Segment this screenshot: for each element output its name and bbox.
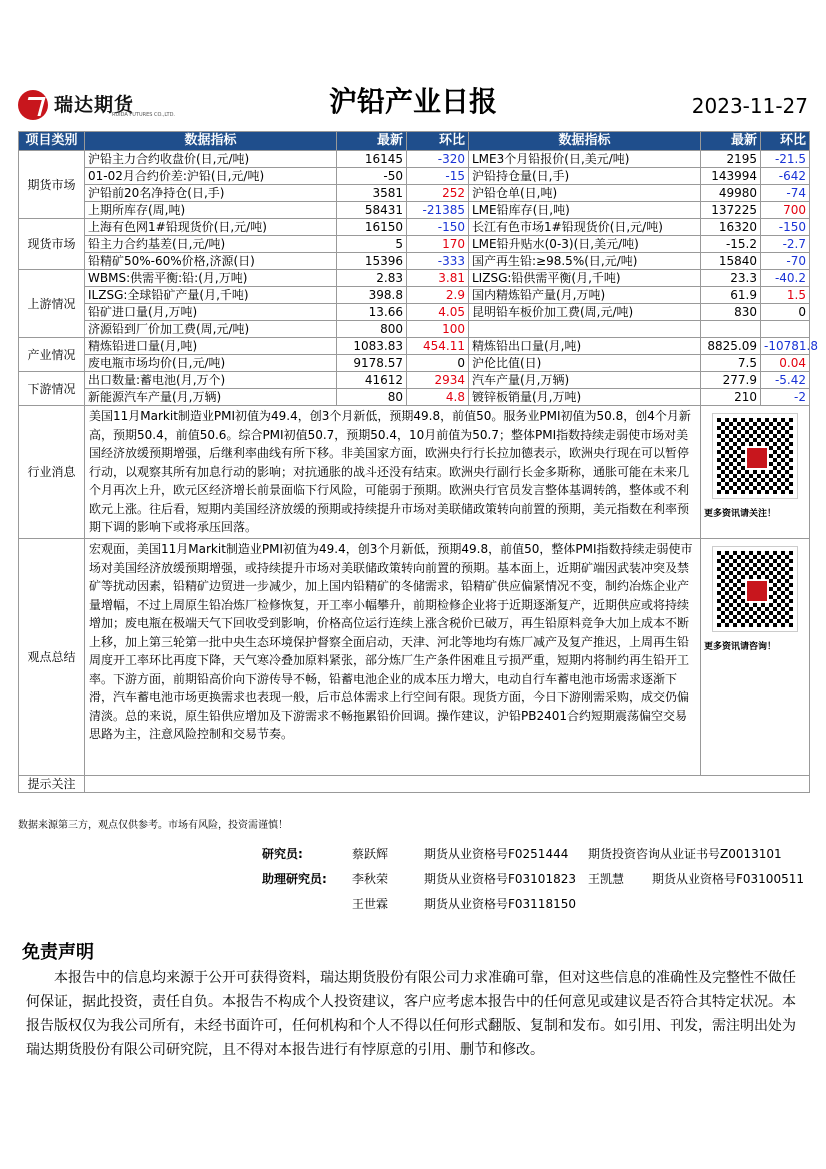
indicator-cell: 济源铅到厂价加工费(周,元/吨): [85, 321, 337, 338]
value-cell: 277.9: [701, 372, 761, 389]
value-cell: 23.3: [701, 270, 761, 287]
value-cell: -15.2: [701, 236, 761, 253]
indicator-cell: LME铅升贴水(0-3)(日,美元/吨): [469, 236, 701, 253]
assistant-name-2: 王凯慧: [588, 872, 625, 886]
column-header: 最新: [701, 132, 761, 151]
value-cell: 41612: [337, 372, 407, 389]
qr-cell: [701, 406, 810, 539]
company-name: 瑞达期货: [54, 94, 135, 116]
column-header: 项目类别: [19, 132, 85, 151]
indicator-cell: WBMS:供需平衡:铅:(月,万吨): [85, 270, 337, 287]
change-cell: -40.2: [761, 270, 810, 287]
indicator-cell: 01-02月合约价差:沪铅(日,元/吨): [85, 168, 337, 185]
change-cell: -10781.8: [761, 338, 810, 355]
table-header-row: [19, 132, 810, 151]
table-row: [19, 389, 810, 406]
value-cell: 1083.83: [337, 338, 407, 355]
change-cell: 252: [407, 185, 469, 202]
change-cell: -2.7: [761, 236, 810, 253]
change-cell: -74: [761, 185, 810, 202]
category-cell: 现货市场: [19, 219, 85, 270]
change-cell: -21385: [407, 202, 469, 219]
change-cell: 4.8: [407, 389, 469, 406]
value-cell: 61.9: [701, 287, 761, 304]
table-row: [19, 253, 810, 270]
indicator-cell: 出口数量:蓄电池(月,万个): [85, 372, 337, 389]
value-cell: 830: [701, 304, 761, 321]
report-date: 2023-11-27: [691, 94, 808, 118]
change-cell: -15: [407, 168, 469, 185]
change-cell: -21.5: [761, 151, 810, 168]
view-text: 宏观面，美国11月Markit制造业PMI初值为49.4，创3个月新低，预期49.8，前值50，整体PMI指数持续走弱使市场对美国经济放缓预期增强，或持续提升市场对美联储政策转向前置的预期。基本面上，近期矿端因武装冲突及禁矿等扰动因素，铅精矿边贸进一步减少，加上国内铅精矿的冬储需求，铅精矿供应偏紧情况不变，制约冶炼企业产量增幅，不过上周原生铅冶炼厂检修恢复，开工率小幅攀升，前期检修企业将于近期逐渐复产，近期供应或将持续增加；废电瓶在极端天气下回收受到影响，价格高位运行连续上涨含税价已破万，再生铅原料竞争大加上成本不断上移，加上第三轮第一批中央生态环境保护督察全面启动，天津、河北等地均有炼厂减产及复产推迟，上周再生铅周度开工率环比再度下降，天气寒冷叠加原料紧张，部分炼厂生产条件困难且亏损严重，短期内将制约再生铅开工率。下游方面，前期铅高价向下游传导不畅，铅蓄电池企业的成本压力增大，电动自行车蓄电池市场需求逐渐下滑，汽车蓄电池市场更换需求也表现一般，后市总体需求上行空间有限。现货方面，今日下游刚需采购，成交仍偏清淡。总的来说，原生铅供应增加及下游需求不畅拖累铅价回调。操作建议，沪铅PB2401合约短期震荡偏空交易思路为主，注意风险控制和交易节奏。: [85, 539, 701, 776]
table-row: [19, 185, 810, 202]
change-cell: 700: [761, 202, 810, 219]
value-cell: 7.5: [701, 355, 761, 372]
column-header: 最新: [337, 132, 407, 151]
indicator-cell: ILZSG:全球铅矿产量(月,千吨): [85, 287, 337, 304]
change-cell: 1.5: [761, 287, 810, 304]
indicator-cell: 铅矿进口量(月,万吨): [85, 304, 337, 321]
change-cell: 0: [761, 304, 810, 321]
disclaimer-text: 本报告中的信息均来源于公开可获得资料，瑞达期货股份有限公司力求准确可靠，但对这些信息的准确性及完整性不做任何保证，据此投资，责任自负。本报告不构成个人投资建议，客户应考虑本报告中的任何意见或建议是否符合其特定状况。本报告版权仅为我公司所有，未经书面许可，任何机构和个人不得以任何形式翻版、复制和发布。如引用、刊发，需注明出处为瑞达期货股份有限公司研究院，且不得对本报告进行有悖原意的引用、删节和修改。: [26, 970, 796, 1058]
value-cell: 58431: [337, 202, 407, 219]
indicator-cell: LME3个月铅报价(日,美元/吨): [469, 151, 701, 168]
value-cell: 13.66: [337, 304, 407, 321]
indicator-cell: 镀锌板销量(月,万吨): [469, 389, 701, 406]
table-row: [19, 168, 810, 185]
value-cell: 5: [337, 236, 407, 253]
change-cell: -320: [407, 151, 469, 168]
researcher-license-2: 期货投资咨询从业证书号Z0013101: [588, 847, 782, 861]
table-row: [19, 270, 810, 287]
value-cell: 2195: [701, 151, 761, 168]
indicator-cell: 国产再生铅:≥98.5%(日,元/吨): [469, 253, 701, 270]
qr-code-icon: [713, 414, 797, 498]
change-cell: 0: [407, 355, 469, 372]
indicator-cell: 沪铅前20名净持仓(日,手): [85, 185, 337, 202]
column-header: 数据指标: [469, 132, 701, 151]
change-cell: -5.42: [761, 372, 810, 389]
category-cell: 观点总结: [19, 539, 85, 776]
table-row: [19, 338, 810, 355]
indicator-cell: 昆明铅车板价加工费(周,元/吨): [469, 304, 701, 321]
value-cell: 15396: [337, 253, 407, 270]
qr-caption: 更多资讯请咨询！: [703, 642, 776, 652]
news-text: 美国11月Markit制造业PMI初值为49.4，创3个月新低，预期49.8，前值50。服务业PMI初值为50.8，创4个月新高，预期50.4，前值50.6。综合PMI初值50.7，预期50.4，10月前值为50.7；整体PMI指数持续走弱使市场对美国经济放缓预期增强，后继利率曲线有所下移。非美国家方面，欧洲央行行长拉加德表示，欧洲央行现在可以暂停行动，以观察其所有加息行动的影响；对抗通胀的战斗还没有结束。欧洲央行副行长金多斯称，通胀可能在未来几个月再次上升，欧元区经济增长前景面临下行风险，可能弱于预期。欧洲央行官员发言整体基调转鸽，整体或不利欧元上涨。往后看，短期内美国经济放缓的预期或持续提升市场对美联储政策转向前置的预期，美元指数在利率预期下调的影响下或将承压回落。: [85, 406, 701, 539]
indicator-cell: 铅主力合约基差(日,元/吨): [85, 236, 337, 253]
category-cell: 产业情况: [19, 338, 85, 372]
indicator-cell: 上海有色网1#铅现货价(日,元/吨): [85, 219, 337, 236]
value-cell: 210: [701, 389, 761, 406]
indicator-cell: 精炼铅出口量(月,吨): [469, 338, 701, 355]
indicator-cell: 上期所库存(周,吨): [85, 202, 337, 219]
value-cell: 16145: [337, 151, 407, 168]
change-cell: -333: [407, 253, 469, 270]
researcher-label: 研究员:: [262, 847, 303, 861]
indicator-cell: 国内精炼铅产量(月,万吨): [469, 287, 701, 304]
indicator-cell: 沪铅主力合约收盘价(日,元/吨): [85, 151, 337, 168]
table-body: [19, 151, 818, 793]
table-row: [19, 776, 810, 793]
change-cell: 4.05: [407, 304, 469, 321]
indicator-cell: 铅精矿50%-60%价格,济源(日): [85, 253, 337, 270]
assistant-license-3: 期货从业资格号F03118150: [424, 897, 576, 911]
assistant-name-1: 李秋荣: [352, 872, 389, 886]
value-cell: 8825.09: [701, 338, 761, 355]
column-header: 数据指标: [85, 132, 337, 151]
value-cell: 3581: [337, 185, 407, 202]
change-cell: [761, 321, 810, 338]
table-row: [19, 355, 810, 372]
assistant-license-2: 期货从业资格号F03100511: [652, 872, 804, 886]
value-cell: 143994: [701, 168, 761, 185]
category-cell: 下游情况: [19, 372, 85, 406]
change-cell: 454.11: [407, 338, 469, 355]
disclaimer-title: 免责声明: [22, 942, 94, 963]
value-cell: 15840: [701, 253, 761, 270]
assistant-license-1: 期货从业资格号F03101823: [424, 872, 576, 886]
table-row: [19, 202, 810, 219]
value-cell: 16150: [337, 219, 407, 236]
change-cell: 2.9: [407, 287, 469, 304]
indicator-cell: 沪铅持仓量(日,手): [469, 168, 701, 185]
indicator-cell: LIZSG:铅供需平衡(月,千吨): [469, 270, 701, 287]
change-cell: 100: [407, 321, 469, 338]
qr-caption: 更多资讯请关注！: [703, 509, 776, 519]
indicator-cell: 新能源汽车产量(月,万辆): [85, 389, 337, 406]
value-cell: 49980: [701, 185, 761, 202]
value-cell: 16320: [701, 219, 761, 236]
value-cell: 80: [337, 389, 407, 406]
table-row: [19, 304, 810, 321]
change-cell: -150: [407, 219, 469, 236]
value-cell: 2.83: [337, 270, 407, 287]
change-cell: -2: [761, 389, 810, 406]
assistant-label: 助理研究员:: [262, 872, 327, 886]
qr-cell: [701, 539, 810, 776]
indicator-cell: 精炼铅进口量(月,吨): [85, 338, 337, 355]
category-cell: 行业消息: [19, 406, 85, 539]
data-table: [18, 131, 818, 793]
value-cell: -50: [337, 168, 407, 185]
qr-code-icon: [713, 547, 797, 631]
change-cell: -70: [761, 253, 810, 270]
value-cell: 398.8: [337, 287, 407, 304]
table-row: [19, 539, 810, 776]
value-cell: 137225: [701, 202, 761, 219]
value-cell: 9178.57: [337, 355, 407, 372]
value-cell: 800: [337, 321, 407, 338]
change-cell: 0.04: [761, 355, 810, 372]
change-cell: 2934: [407, 372, 469, 389]
category-cell: 上游情况: [19, 270, 85, 338]
indicator-cell: 长江有色市场1#铅现货价(日,元/吨): [469, 219, 701, 236]
table-row: [19, 287, 810, 304]
category-cell: 期货市场: [19, 151, 85, 219]
researcher-license: 期货从业资格号F0251444: [424, 847, 569, 861]
indicator-cell: [469, 321, 701, 338]
indicator-cell: 沪伦比值(日): [469, 355, 701, 372]
change-cell: 170: [407, 236, 469, 253]
change-cell: -642: [761, 168, 810, 185]
table-row: [19, 219, 810, 236]
risk-note: 数据来源第三方，观点仅供参考。市场有风险，投资需谨慎！: [18, 820, 288, 831]
value-cell: [701, 321, 761, 338]
indicator-cell: 废电瓶市场均价(日,元/吨): [85, 355, 337, 372]
tips-text: [85, 776, 810, 793]
indicator-cell: 汽车产量(月,万辆): [469, 372, 701, 389]
table-row: [19, 372, 810, 389]
change-cell: -150: [761, 219, 810, 236]
indicator-cell: LME铅库存(日,吨): [469, 202, 701, 219]
table-row: [19, 151, 810, 168]
company-name-en: RUIDA FUTURES CO.,LTD.: [112, 112, 176, 118]
table-row: [19, 321, 810, 338]
category-cell: 提示关注: [19, 776, 85, 793]
change-cell: 3.81: [407, 270, 469, 287]
table-row: [19, 236, 810, 253]
page-title: 沪铅产业日报: [328, 85, 497, 118]
column-header: 环比: [407, 132, 469, 151]
table-row: [19, 406, 810, 539]
indicator-cell: 沪铅仓单(日,吨): [469, 185, 701, 202]
researcher-name: 蔡跃辉: [352, 847, 389, 861]
column-header: 环比: [761, 132, 810, 151]
assistant-name-3: 王世霖: [352, 897, 389, 911]
